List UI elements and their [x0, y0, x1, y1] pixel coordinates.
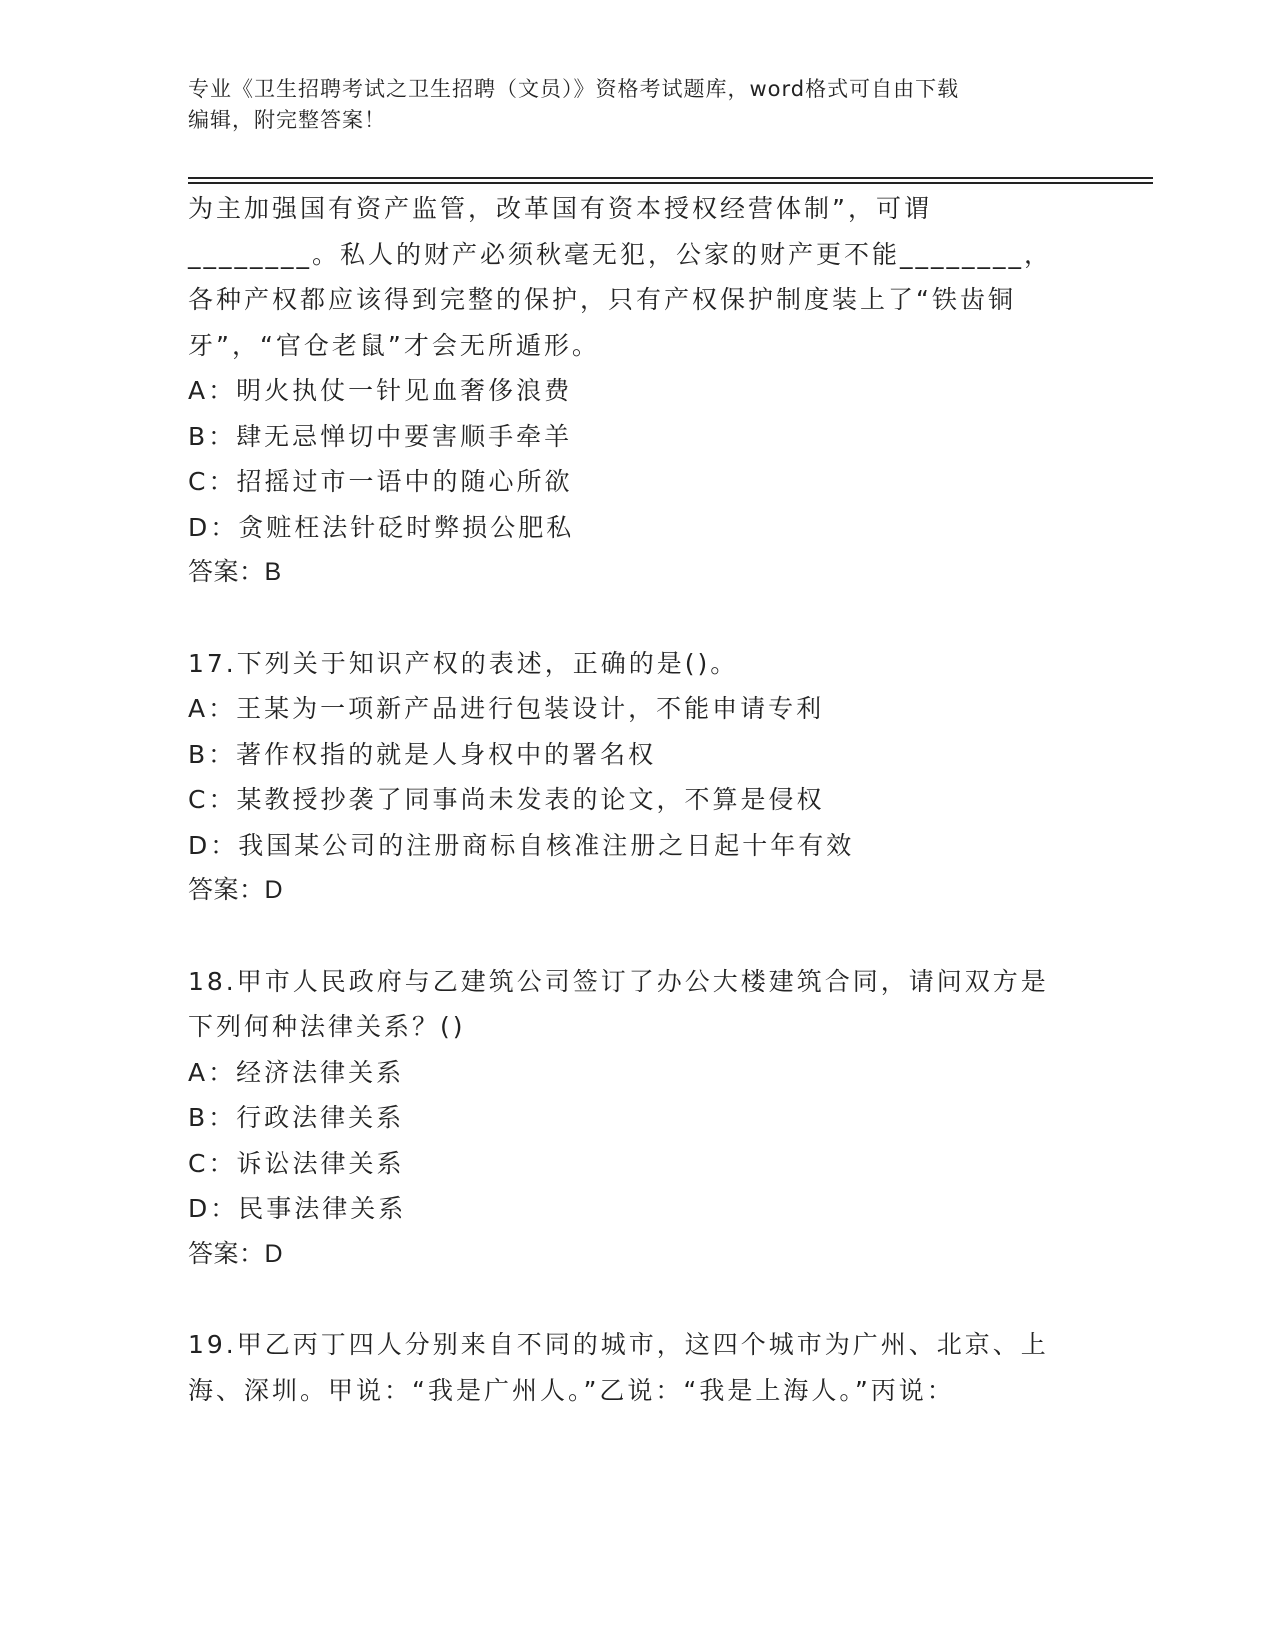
question-16-stem-line-3: 各种产权都应该得到完整的保护，只有产权保护制度装上了“铁齿铜: [188, 285, 1016, 314]
question-18-option-b: B：行政法律关系: [188, 1103, 405, 1132]
header-divider-bottom: [188, 182, 1153, 184]
question-18-option-a: A：经济法律关系: [188, 1057, 405, 1087]
question-17: [188, 641, 1088, 914]
question-16-stem-line-2: ________。私人的财产必须秋毫无犯，公家的财产更不能________，: [188, 239, 1053, 269]
header-line-2: 编辑，附完整答案！: [188, 108, 386, 132]
question-17-stem: 17.下列关于知识产权的表述，正确的是()。: [188, 648, 739, 678]
header-line-1: 专业《卫生招聘考试之卫生招聘（文员）》资格考试题库，word格式可自由下载: [188, 77, 960, 101]
question-spacer: [188, 1277, 1088, 1322]
question-17-option-d: D：我国某公司的注册商标自核准注册之日起十年有效: [188, 830, 855, 860]
question-17-option-a: A：王某为一项新产品进行包装设计，不能申请专利: [188, 694, 825, 723]
question-19-stem-line-2: 海、深圳。甲说：“我是广州人。”乙说：“我是上海人。”丙说：: [188, 1375, 955, 1405]
question-16-option-a: A：明火执仗一针见血奢侈浪费: [188, 376, 573, 405]
question-17-option-b: B：著作权指的就是人身权中的署名权: [188, 739, 657, 769]
question-19-stem-line-1: 19.甲乙丙丁四人分别来自不同的城市，这四个城市为广州、北京、上: [188, 1330, 1049, 1359]
question-18-option-d: D：民事法律关系: [188, 1194, 407, 1223]
question-16-option-d: D：贪赃枉法针砭时弊损公肥私: [188, 512, 575, 542]
question-content: [188, 186, 1088, 1413]
question-17-option-c: C：某教授抄袭了同事尚未发表的论文，不算是侵权: [188, 785, 825, 814]
question-18: [188, 959, 1088, 1278]
question-16-stem-line-4: 牙”，“官仓老鼠”才会无所遁形。: [188, 330, 600, 360]
question-16-answer: 答案：B: [188, 558, 282, 586]
question-16-stem-line-1: 为主加强国有资产监管，改革国有资本授权经营体制”，可谓: [188, 194, 932, 223]
question-18-option-c: C：诉讼法律关系: [188, 1148, 405, 1178]
question-17-answer: 答案：D: [188, 876, 284, 904]
question-16-option-b: B：肆无忌惮切中要害顺手牵羊: [188, 421, 573, 451]
question-18-stem-line-1: 18.甲市人民政府与乙建筑公司签订了办公大楼建筑合同，请问双方是: [188, 966, 1049, 996]
question-spacer: [188, 596, 1088, 641]
question-16: [188, 186, 1088, 596]
question-18-stem-line-2: 下列何种法律关系？(): [188, 1012, 466, 1041]
document-header: [188, 74, 1088, 136]
header-divider-top: [188, 177, 1153, 179]
question-18-answer: 答案：D: [188, 1239, 284, 1268]
question-16-option-c: C：招摇过市一语中的随心所欲: [188, 467, 573, 496]
question-19: [188, 1322, 1088, 1413]
question-spacer: [188, 914, 1088, 959]
